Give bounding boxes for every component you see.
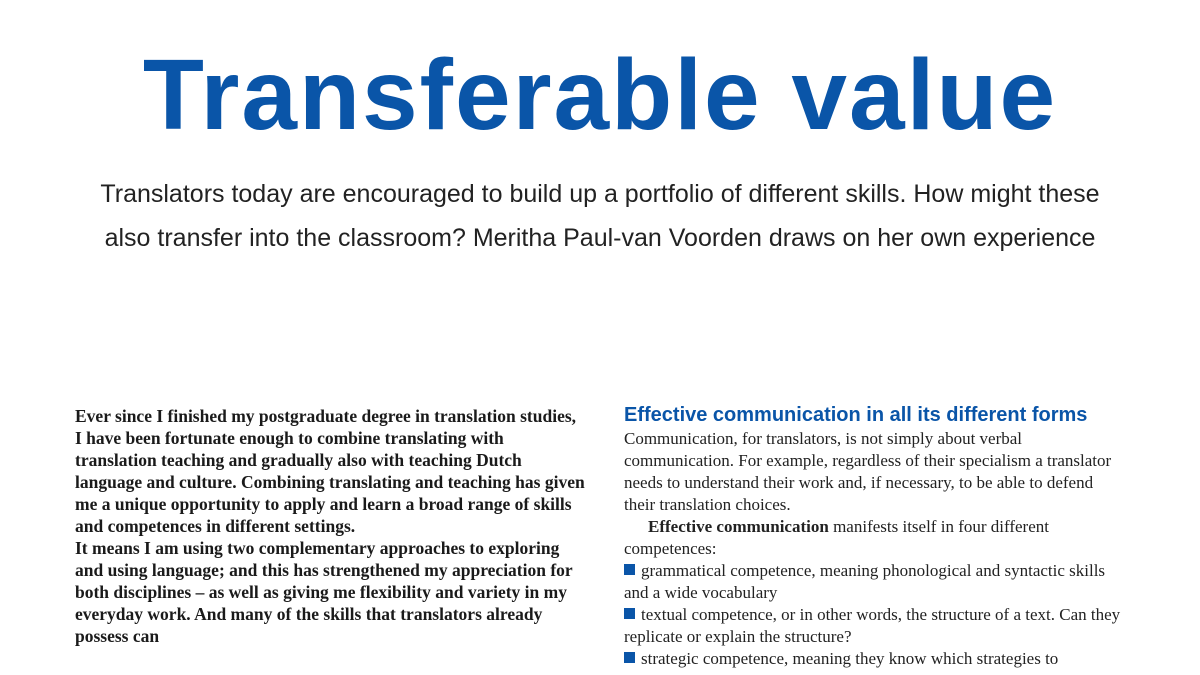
left-column	[75, 405, 585, 647]
list-item	[624, 560, 1124, 604]
bullet-text: textual competence, or in other words, the structure of a text. Can they replicate or explain the structure?	[624, 605, 1121, 646]
body-paragraph-intro: Communication, for translators, is not simply about verbal communication. For example, regardless of their specialism a translator needs to understand their work and, if necessary, to be able to defend their translation choices.	[624, 429, 1112, 514]
section-heading: Effective communication in all its different forms	[624, 404, 1088, 426]
standfirst-line-2: also transfer into the classroom? Meritha Paul-van Voorden draws on her own experience	[104, 224, 1096, 252]
standfirst-line-1: Translators today are encouraged to build up a portfolio of different skills. How might these	[100, 180, 1100, 208]
body-paragraph-competences	[624, 516, 1124, 560]
square-bullet-icon	[624, 608, 635, 619]
intro-paragraph-1: Ever since I finished my postgraduate degree in translation studies, I have been fortunate enough to combine translating with translation teaching and gradually also with teaching Dutch language and culture. Combining translating and teaching has given me a unique opportunity to apply and learn a broad range of skills and competences in different settings.	[75, 406, 585, 536]
square-bullet-icon	[624, 564, 635, 575]
bullet-text: grammatical competence, meaning phonological and syntactic skills and a wide vocabulary	[624, 561, 1106, 602]
list-item	[624, 648, 1124, 670]
right-column	[624, 402, 1124, 670]
article-title: Transferable value	[142, 39, 1058, 151]
intro-paragraph-2: It means I am using two complementary approaches to exploring and using language; and this has strengthened my appreciation for both disciplines – as well as giving me flexibility and variety in my everyday work. And many of the skills that translators already possess can	[75, 538, 573, 646]
standfirst	[60, 172, 1140, 260]
square-bullet-icon	[624, 652, 635, 663]
bold-lead-in: Effective communication	[648, 517, 829, 536]
bullet-text: strategic competence, meaning they know which strategies to	[641, 649, 1059, 668]
list-item	[624, 604, 1124, 648]
paragraph-rest: manifests itself in four different competences:	[624, 517, 1049, 558]
